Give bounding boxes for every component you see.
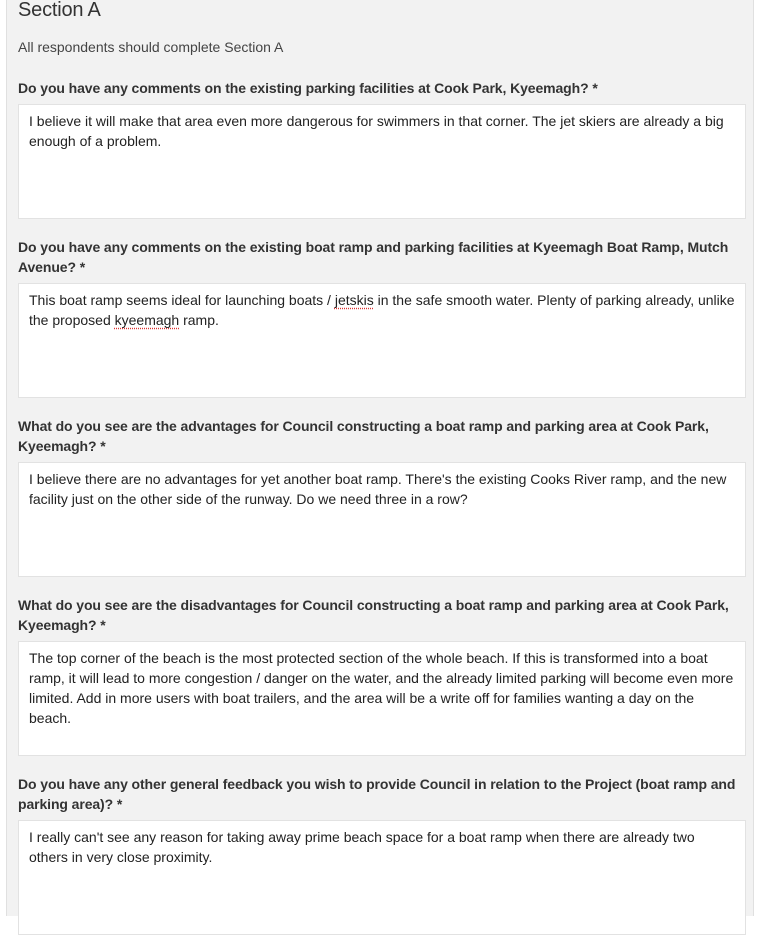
question-label: Do you have any comments on the existing boat ramp and parking facilities at Kyeemagh Boat Ramp, Mutch Avenue? * — [18, 239, 729, 275]
answer-text: ramp. — [179, 312, 219, 328]
answer-textarea[interactable]: I believe there are no advantages for yet another boat ramp. There's the existing Cooks River ramp, and the new facility just on the other side of the runway. Do we need three in a row? — [18, 462, 746, 577]
question-kyeemagh-boat-ramp — [18, 237, 746, 398]
spellcheck-flagged-word: jetskis — [334, 292, 374, 308]
question-label: Do you have any comments on the existing parking facilities at Cook Park, Kyeemagh? * — [18, 80, 598, 96]
question-existing-parking-cook-park — [18, 78, 746, 219]
question-label: What do you see are the advantages for Council constructing a boat ramp and parking area at Cook Park, Kyeemagh? * — [18, 418, 709, 454]
question-advantages — [18, 416, 746, 577]
answer-textarea[interactable]: I believe it will make that area even more dangerous for swimmers in that corner. The jet skiers are already a big enough of a problem. — [18, 104, 746, 219]
section-a-panel — [6, 0, 754, 916]
question-label: What do you see are the disadvantages for Council constructing a boat ramp and parking area at Cook Park, Kyeemagh? * — [18, 597, 729, 633]
answer-text: This boat ramp seems ideal for launching boats / — [29, 292, 335, 308]
question-label: Do you have any other general feedback you wish to provide Council in relation to the Project (boat ramp and parking area)? * — [18, 776, 736, 812]
answer-text: in the safe smooth water. Plenty of parking already, unlike the proposed — [29, 292, 735, 328]
answer-textarea[interactable] — [18, 283, 746, 398]
question-disadvantages — [18, 595, 746, 756]
answer-textarea[interactable]: I really can't see any reason for taking away prime beach space for a boat ramp when there are already two others in very close proximity. — [18, 820, 746, 935]
section-description: All respondents should complete Section A — [18, 39, 284, 55]
spellcheck-flagged-word: kyeemagh — [114, 312, 180, 328]
answer-textarea[interactable]: The top corner of the beach is the most protected section of the whole beach. If this is transformed into a boat ramp, it will lead to more congestion / danger on the water, and the already limited parking will become even more limited. Add in more users with boat trailers, and the area will be a write off for families wanting a day on the beach. — [18, 641, 746, 756]
section-title: Section A — [18, 0, 101, 21]
question-general-feedback — [18, 774, 746, 935]
